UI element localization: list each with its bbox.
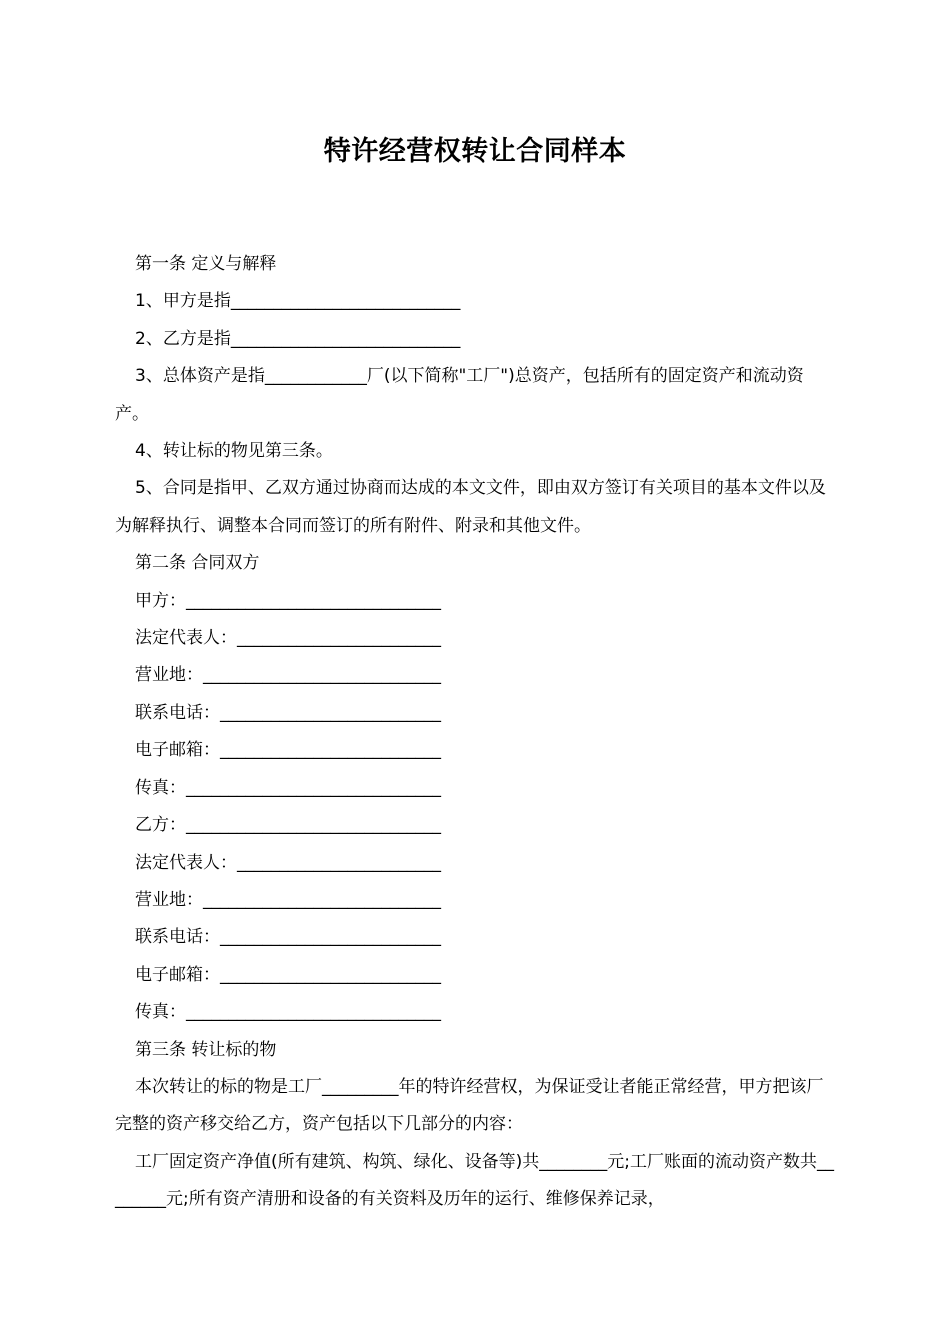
article-1-item-2: 2、乙方是指___________________________ (135, 328, 461, 349)
party-a-email: 电子邮箱：__________________________ (135, 740, 441, 761)
document-title: 特许经营权转让合同样本 (323, 136, 627, 167)
party-b-phone: 联系电话：__________________________ (135, 927, 441, 948)
party-b-address: 营业地：____________________________ (135, 889, 441, 910)
article-3-paragraph-2: 工厂固定资产净值(所有建筑、构筑、绿化、设备等)共________元;工厂账面的流动资产数共________元;所有资产清册和设备的有关资料及历年的运行、维修保养记录， (115, 1151, 834, 1210)
party-a-fax: 传真：______________________________ (135, 777, 441, 798)
article-1-item-1: 1、甲方是指___________________________ (135, 291, 461, 312)
party-a-phone: 联系电话：__________________________ (135, 702, 441, 723)
party-b-email: 电子邮箱：__________________________ (135, 964, 441, 985)
article-3-heading: 第三条 转让标的物 (135, 1039, 277, 1060)
article-3-paragraph-1: 本次转让的标的物是工厂_________年的特许经营权，为保证受让者能正常经营，甲方把该厂完整的资产移交给乙方，资产包括以下几部分的内容： (115, 1076, 824, 1135)
party-b-representative: 法定代表人：________________________ (135, 852, 441, 873)
article-1-item-5: 5、合同是指甲、乙双方通过协商而达成的本文文件，即由双方签订有关项目的基本文件以及为解释执行、调整本合同而签订的所有附件、附录和其他文件。 (115, 478, 826, 536)
party-b-fax: 传真：______________________________ (135, 1002, 441, 1023)
document-body (115, 246, 837, 1219)
party-a-representative: 法定代表人：________________________ (135, 628, 441, 649)
party-a-address: 营业地：____________________________ (135, 665, 441, 686)
article-1-item-4: 4、转让标的物见第三条。 (135, 441, 333, 462)
article-1-heading: 第一条 定义与解释 (135, 254, 277, 274)
party-b-name: 乙方：______________________________ (135, 815, 441, 836)
article-2-heading: 第二条 合同双方 (135, 553, 260, 574)
party-a-name: 甲方：______________________________ (135, 590, 441, 611)
article-1-item-3: 3、总体资产是指____________厂(以下简称"工厂")总资产，包括所有的固定资产和流动资产。 (115, 366, 804, 424)
